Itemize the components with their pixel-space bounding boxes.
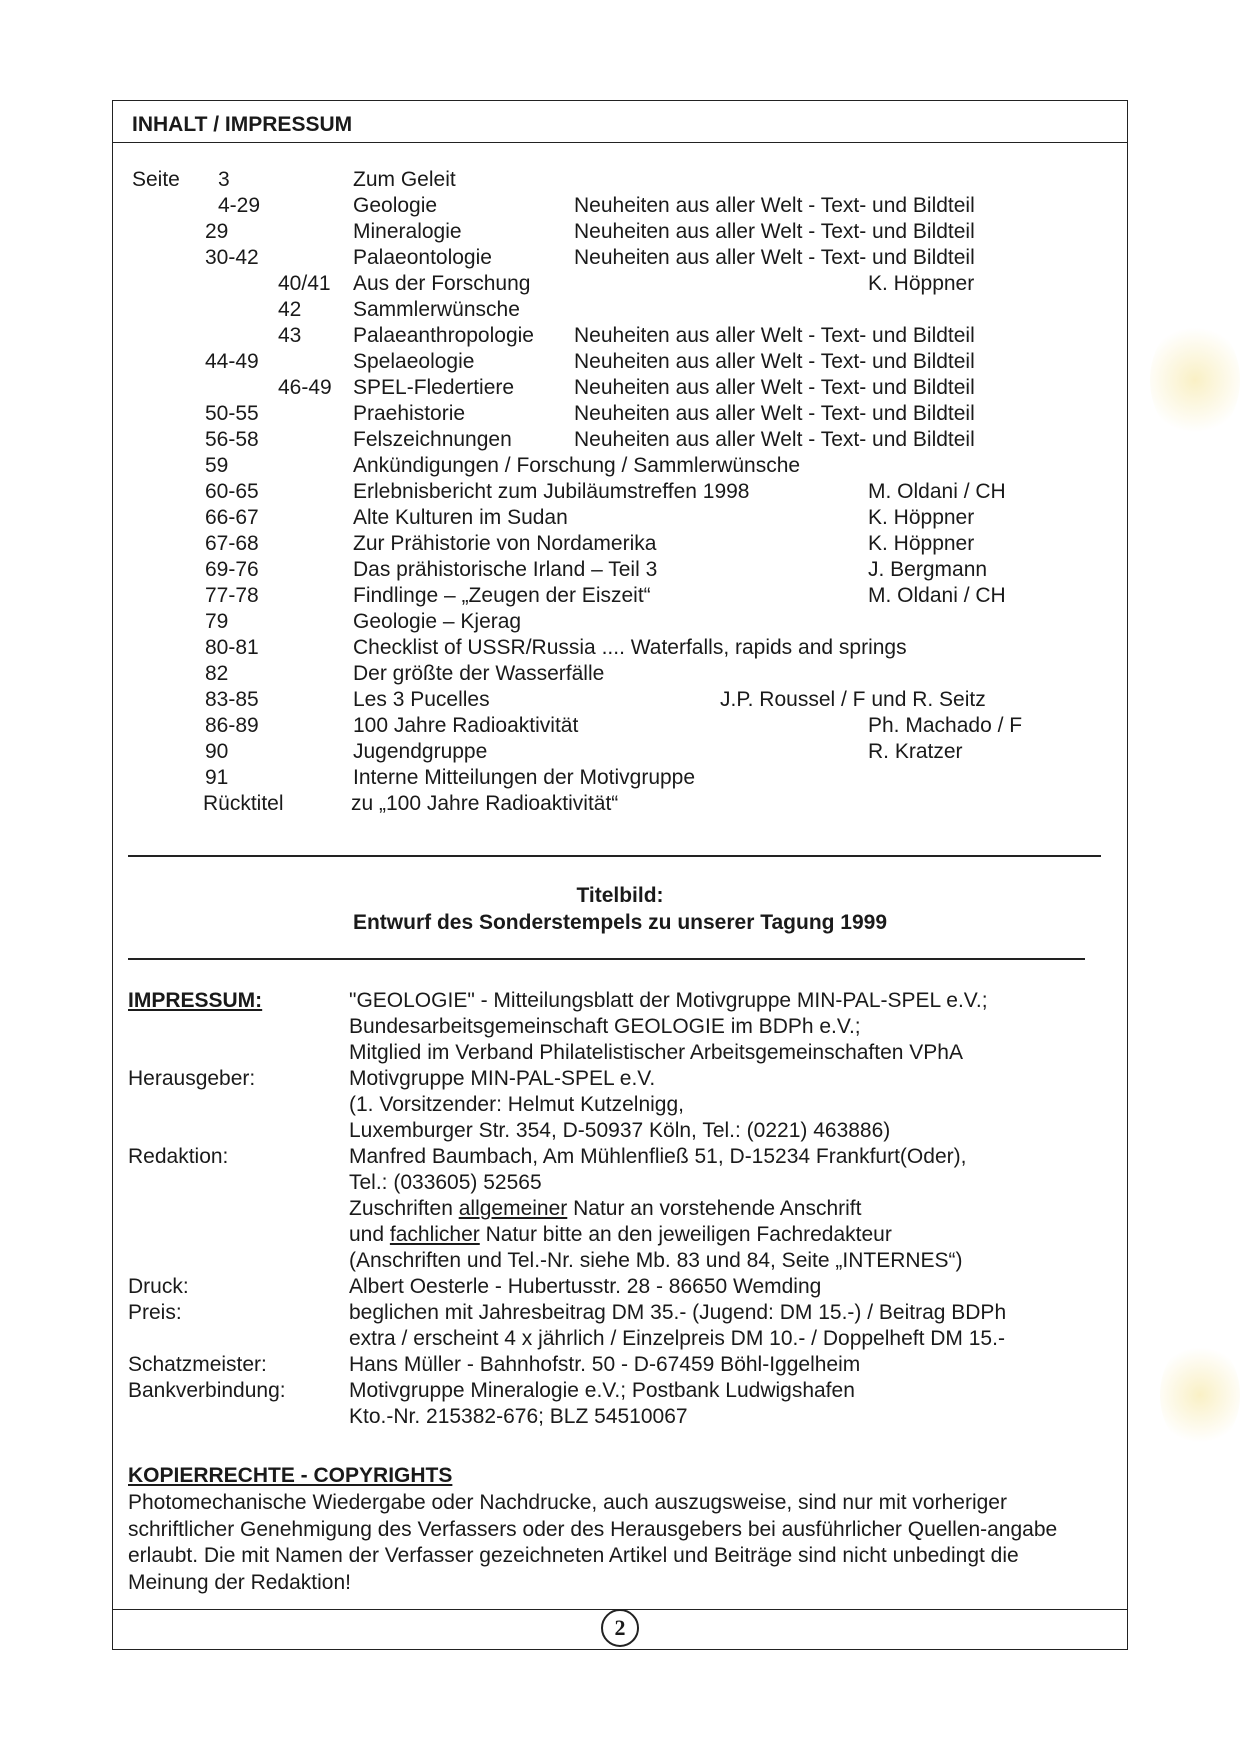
- toc-page: 29: [205, 220, 229, 243]
- schatzmeister-text: Hans Müller - Bahnhofstr. 50 - D-67459 Böhl-Iggelheim: [349, 1353, 861, 1376]
- bank-line: Motivgruppe Mineralogie e.V.; Postbank Ludwigshafen: [349, 1379, 855, 1402]
- toc-page: 66-67: [205, 506, 259, 529]
- toc-page: 56-58: [205, 428, 259, 451]
- toc-title: Das prähistorische Irland – Teil 3: [353, 558, 658, 581]
- toc-title: Findlinge – „Zeugen der Eiszeit“: [353, 584, 651, 607]
- paper-stain: [1160, 1340, 1240, 1450]
- toc-page: Rücktitel: [203, 792, 284, 815]
- toc-title: Les 3 Pucelles: [353, 688, 490, 711]
- toc-title: Aus der Forschung: [353, 272, 531, 295]
- toc-author: K. Höppner: [868, 532, 975, 555]
- toc-title: Geologie: [353, 194, 438, 217]
- toc-desc: Neuheiten aus aller Welt - Text- und Bildteil: [574, 324, 975, 347]
- impressum-heading: IMPRESSUM:: [128, 989, 263, 1012]
- herausgeber-line: Motivgruppe MIN-PAL-SPEL e.V.: [349, 1067, 656, 1090]
- druck-text: Albert Oesterle - Hubertusstr. 28 - 86650 Wemding: [349, 1275, 822, 1298]
- toc-page: 79: [205, 610, 229, 633]
- copyright-heading: KOPIERRECHTE - COPYRIGHTS: [128, 1464, 453, 1487]
- toc-page: 67-68: [205, 532, 259, 555]
- header-divider: [112, 142, 1128, 143]
- toc-title: Zur Prähistorie von Nordamerika: [353, 532, 657, 555]
- redaktion-line: (Anschriften und Tel.-Nr. siehe Mb. 83 und 84, Seite „INTERNES“): [349, 1249, 963, 1272]
- toc-title: Palaeontologie: [353, 246, 492, 269]
- preis-label: Preis:: [128, 1301, 182, 1324]
- toc-page: 30-42: [205, 246, 259, 269]
- section-heading: INHALT / IMPRESSUM: [132, 113, 353, 136]
- toc-page: 69-76: [205, 558, 259, 581]
- toc-desc: Neuheiten aus aller Welt - Text- und Bildteil: [574, 220, 975, 243]
- impressum-line: Bundesarbeitsgemeinschaft GEOLOGIE im BDPh e.V.;: [349, 1015, 861, 1038]
- toc-page: 86-89: [205, 714, 259, 737]
- toc-desc: Neuheiten aus aller Welt - Text- und Bildteil: [574, 376, 975, 399]
- toc-author: Ph. Machado / F: [868, 714, 1023, 737]
- titelbild-heading: Titelbild:: [576, 884, 664, 907]
- schatzmeister-label: Schatzmeister:: [128, 1353, 267, 1376]
- toc-page: 44-49: [205, 350, 259, 373]
- herausgeber-line: (1. Vorsitzender: Helmut Kutzelnigg,: [349, 1093, 684, 1116]
- toc-title: Alte Kulturen im Sudan: [353, 506, 568, 529]
- paper-stain: [1150, 320, 1240, 440]
- toc-title: 100 Jahre Radioaktivität: [353, 714, 579, 737]
- toc-title: SPEL-Fledertiere: [353, 376, 515, 399]
- herausgeber-line: Luxemburger Str. 354, D-50937 Köln, Tel.: (0221) 463886): [349, 1119, 891, 1142]
- toc-page: 42: [278, 298, 302, 321]
- redaktion-line: Manfred Baumbach, Am Mühlenfließ 51, D-15234 Frankfurt(Oder),: [349, 1145, 967, 1168]
- toc-title: Palaeanthropologie: [353, 324, 534, 347]
- toc-title: zu „100 Jahre Radioaktivität“: [351, 792, 619, 815]
- toc-page: 80-81: [205, 636, 259, 659]
- preis-line: beglichen mit Jahresbeitrag DM 35.- (Jugend: DM 15.-) / Beitrag BDPh: [349, 1301, 1007, 1324]
- toc-desc: Neuheiten aus aller Welt - Text- und Bildteil: [574, 402, 975, 425]
- seite-label: Seite: [132, 168, 180, 191]
- toc-desc: Neuheiten aus aller Welt - Text- und Bildteil: [574, 194, 975, 217]
- toc-page: 4-29: [218, 194, 261, 217]
- redaktion-text: Natur bitte an den jeweiligen Fachredakteur: [479, 1223, 892, 1246]
- toc-author: R. Kratzer: [868, 740, 963, 763]
- toc-title: Geologie – Kjerag: [353, 610, 522, 633]
- toc-title: Praehistorie: [353, 402, 466, 425]
- redaktion-line: Tel.: (033605) 52565: [349, 1171, 542, 1194]
- copyright-text: Photomechanische Wiedergabe oder Nachdrucke, auch auszugsweise, sind nur mit vorheriger schriftlicher Genehmigung des Verfassers oder des Herausgebers bei ausführlicher Quellen-angabe erlaubt. Die mit Namen der Verfasser gezeichneten Artikel und Beiträge sind nicht unbedingt die Meinung der Redaktion!: [128, 1491, 1058, 1594]
- redaktion-label: Redaktion:: [128, 1145, 229, 1168]
- toc-page: 90: [205, 740, 229, 763]
- page-number: 2: [601, 1609, 639, 1647]
- toc-desc: Neuheiten aus aller Welt - Text- und Bildteil: [574, 350, 975, 373]
- bank-line: Kto.-Nr. 215382-676; BLZ 54510067: [349, 1405, 688, 1428]
- toc-title: Sammlerwünsche: [353, 298, 520, 321]
- toc-page: 3: [218, 168, 230, 191]
- herausgeber-label: Herausgeber:: [128, 1067, 256, 1090]
- toc-title: Checklist of USSR/Russia .... Waterfalls, rapids and springs: [353, 636, 907, 659]
- redaktion-text: und: [349, 1223, 390, 1246]
- impressum-line: "GEOLOGIE" - Mitteilungsblatt der Motivgruppe MIN-PAL-SPEL e.V.;: [349, 989, 988, 1012]
- toc-title: Zum Geleit: [353, 168, 456, 191]
- toc-author: K. Höppner: [868, 272, 975, 295]
- toc-author: M. Oldani / CH: [868, 584, 1006, 607]
- toc-title: Spelaeologie: [353, 350, 475, 373]
- redaktion-line: [349, 1197, 861, 1221]
- toc-desc: Neuheiten aus aller Welt - Text- und Bildteil: [574, 246, 975, 269]
- titelbild-text: Entwurf des Sonderstempels zu unserer Tagung 1999: [352, 911, 888, 934]
- redaktion-line: [349, 1223, 892, 1247]
- toc-title: Interne Mitteilungen der Motivgruppe: [353, 766, 696, 789]
- toc-title: Der größte der Wasserfälle: [353, 662, 605, 685]
- toc-page: 82: [205, 662, 229, 685]
- toc-page: 43: [278, 324, 302, 347]
- toc-title: Ankündigungen / Forschung / Sammlerwünsche: [353, 454, 801, 477]
- divider: [128, 855, 1101, 857]
- toc-page: 40/41: [278, 272, 331, 295]
- toc-title: Jugendgruppe: [353, 740, 488, 763]
- toc-author: J.P. Roussel / F und R. Seitz: [720, 688, 986, 711]
- toc-page: 83-85: [205, 688, 259, 711]
- toc-author: M. Oldani / CH: [868, 480, 1006, 503]
- redaktion-text: Zuschriften: [349, 1197, 459, 1220]
- toc-title: Erlebnisbericht zum Jubiläumstreffen 1998: [353, 480, 750, 503]
- toc-page: 50-55: [205, 402, 259, 425]
- impressum-line: Mitglied im Verband Philatelistischer Arbeitsgemeinschaften VPhA: [349, 1041, 963, 1064]
- redaktion-underlined: fachlicher: [389, 1223, 480, 1246]
- toc-page: 91: [205, 766, 229, 789]
- redaktion-underlined: allgemeiner: [458, 1197, 568, 1220]
- toc-page: 60-65: [205, 480, 259, 503]
- redaktion-text: Natur an vorstehende Anschrift: [567, 1197, 862, 1220]
- druck-label: Druck:: [128, 1275, 189, 1298]
- divider: [128, 958, 1085, 960]
- toc-page: 59: [205, 454, 229, 477]
- toc-author: K. Höppner: [868, 506, 975, 529]
- toc-author: J. Bergmann: [868, 558, 988, 581]
- toc-desc: Neuheiten aus aller Welt - Text- und Bildteil: [574, 428, 975, 451]
- preis-line: extra / erscheint 4 x jährlich / Einzelpreis DM 10.- / Doppelheft DM 15.-: [349, 1327, 1005, 1350]
- bank-label: Bankverbindung:: [128, 1379, 286, 1402]
- toc-title: Felszeichnungen: [353, 428, 512, 451]
- toc-page: 46-49: [278, 376, 332, 399]
- toc-title: Mineralogie: [353, 220, 462, 243]
- toc-page: 77-78: [205, 584, 259, 607]
